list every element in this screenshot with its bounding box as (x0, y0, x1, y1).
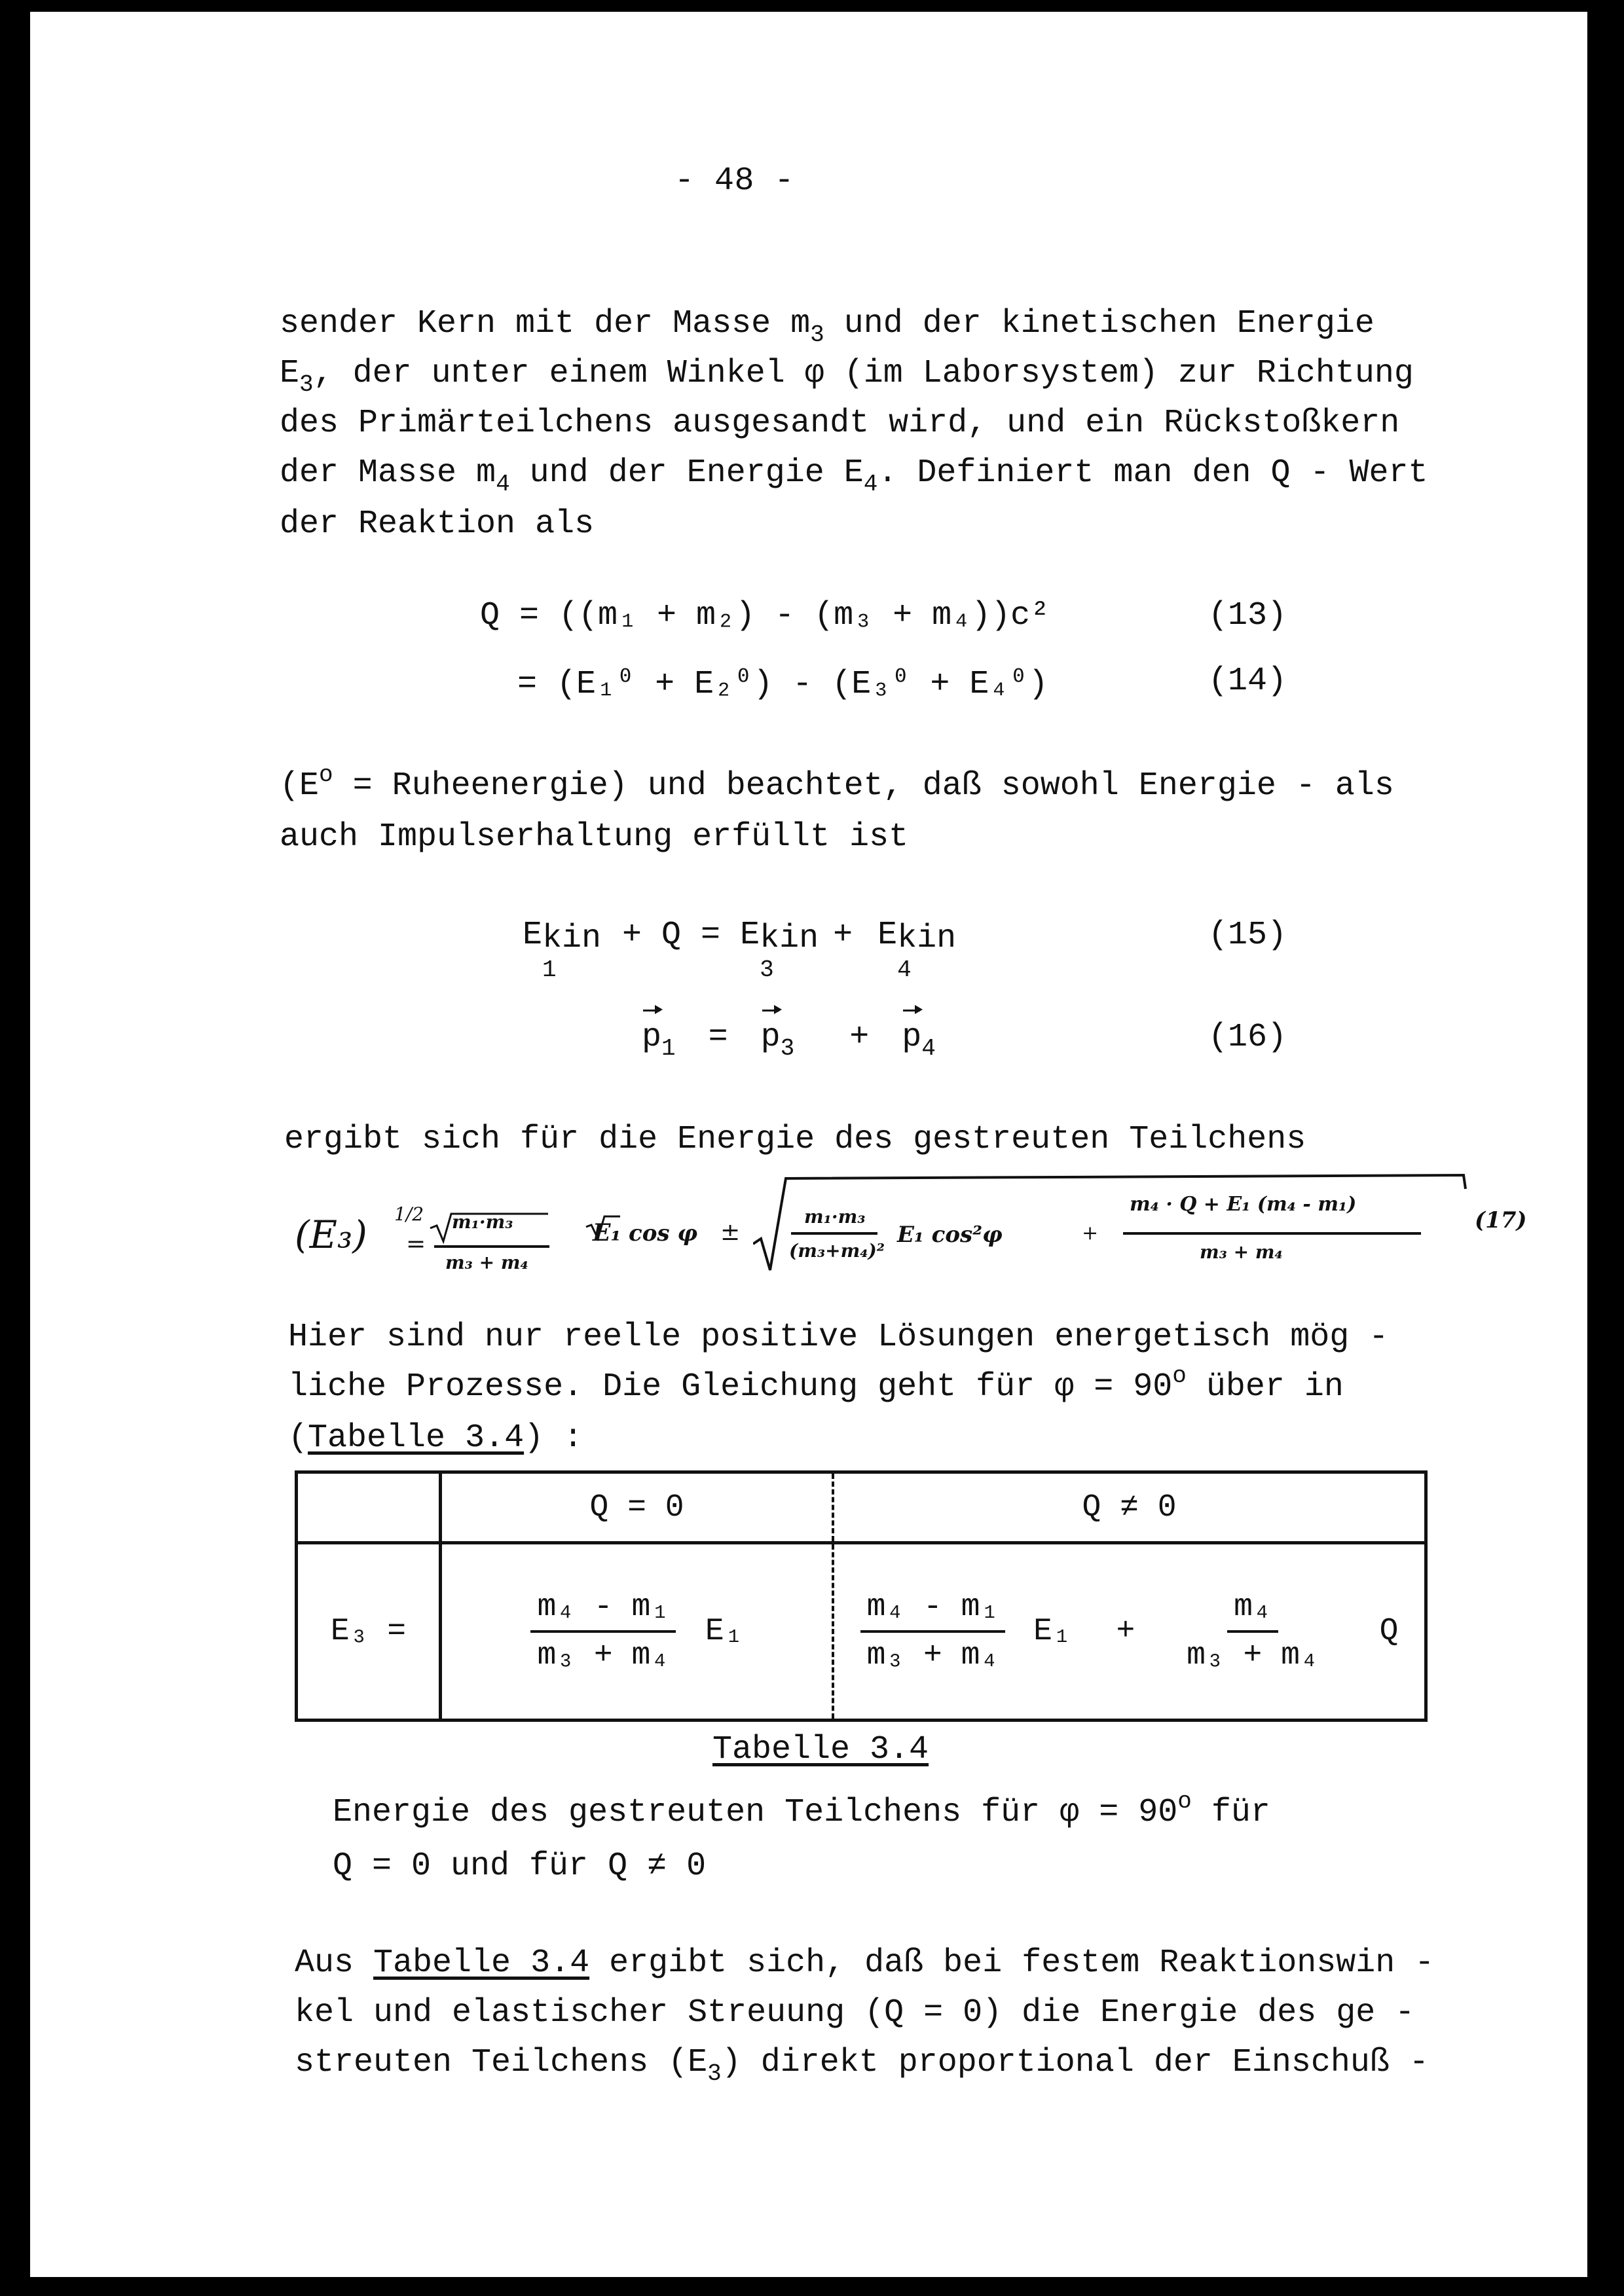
fraction: $\frac{\text{m₄ - m₁}}{\text{m₃ + m₄}}$ (530, 1590, 676, 1673)
table-caption-title: Tabelle 3.4 (712, 1731, 929, 1768)
table-header-q-zero: Q = 0 (441, 1472, 834, 1543)
equation-14: = (E₁⁰ + E₂⁰) - (E₃⁰ + E₄⁰) (517, 666, 1048, 703)
text-line: $E_3$, der unter einem Winkel φ (im Laborsystem) zur Richtung (280, 355, 1414, 398)
vector-p4: p (902, 1019, 922, 1056)
caption-line: Energie des gestreuten Teilchens für $\varphi = 90^o$ für (333, 1788, 1270, 1831)
eq17-lhs: (E₃) (295, 1212, 367, 1257)
eq17-sqrt-bottom: m₃ + m₄ (445, 1252, 528, 1273)
eq17-cos: cos φ (629, 1220, 698, 1247)
table-cell-q-nonzero: $\frac{\text{m₄ - m₁}}{\text{m₃ + m₄}}$ E₁ + $\frac{\text{m₄}}{\text{m₃ + m₄}}$ Q (833, 1543, 1426, 1721)
table-row-label: E₃ = (297, 1543, 441, 1721)
equation-15: E kin 1 + Q = E kin 3 + E kin 4 (523, 917, 957, 983)
equation-number: (14) (1208, 663, 1287, 700)
text-line: Aus Tabelle 3.4 ergibt sich, daß bei festem Reaktionswin - (295, 1944, 1435, 1982)
table-header-q-nonzero: Q ≠ 0 (833, 1472, 1426, 1543)
text-line: ($E^o$ = Ruheenergie) und beachtet, daß sowohl Energie - als (280, 761, 1394, 805)
text-line: Hier sind nur reelle positive Lösungen energetisch mög - (288, 1319, 1389, 1356)
equation-number: (15) (1208, 917, 1287, 954)
caption-line: Q = 0 und für Q ≠ 0 (333, 1848, 707, 1885)
eq17-sqrt-e1: E₁ (593, 1219, 621, 1247)
text-line: des Primärteilchens ausgesandt wird, und ein Rückstoßkern (280, 405, 1400, 442)
table-cell-q-zero: $\frac{\text{m₄ - m₁}}{\text{m₃ + m₄}}$ E₁ (441, 1543, 834, 1721)
eq17-term2-denominator: m₃ + m₄ (1200, 1241, 1283, 1263)
eq17-term2-numerator: m₄ · Q + E₁ (m₄ - m₁) (1130, 1193, 1357, 1216)
vector-p3: p (760, 1019, 781, 1056)
equation-number: (16) (1208, 1019, 1287, 1056)
page-number: - 48 - (674, 162, 795, 200)
text-line: auch Impulserhaltung erfüllt ist (280, 818, 909, 856)
text-line: kel und elastischer Streuung (Q = 0) die Energie des ge - (295, 1994, 1415, 2032)
eq17-exponent: 1/2 (394, 1203, 424, 1225)
eq17-term1-denominator: (m₃+m₄)² (789, 1240, 885, 1262)
text-line: ergibt sich für die Energie des gestreuten Teilchens (284, 1121, 1306, 1158)
fraction: $\frac{\text{m₄ - m₁}}{\text{m₃ + m₄}}$ (860, 1590, 1006, 1673)
table-corner-cell (297, 1472, 441, 1543)
eq17-term1-tail: E₁ cos²φ (897, 1222, 1003, 1248)
eq17-term1-numerator: m₁·m₃ (804, 1206, 866, 1228)
text-line: der Reaktion als (280, 505, 595, 543)
equation-13: Q = ((m₁ + m₂) - (m₃ + m₄))c² (480, 597, 1050, 634)
equation-number: (17) (1475, 1207, 1527, 1233)
text-line: der Masse $m_4$ und der Energie $E_4$. Definiert man den Q - Wert (280, 454, 1428, 498)
equation-16: $p_1 = p_3 + p_4$ (642, 1019, 936, 1062)
table-reference-link[interactable]: Tabelle 3.4 (308, 1419, 525, 1457)
fraction: $\frac{\text{m₄}}{\text{m₃ + m₄}}$ (1187, 1590, 1319, 1673)
text-line: liche Prozesse. Die Gleichung geht für $\varphi = 90^o$ über in (288, 1362, 1344, 1406)
table-3-4 (295, 1470, 1428, 1722)
table-reference-link[interactable]: Tabelle 3.4 (373, 1944, 590, 1982)
equation-number: (13) (1208, 597, 1287, 634)
eq17-plus-minus: ± (720, 1219, 741, 1246)
text-line: sender Kern mit der Masse $m_3$ und der kinetischen Energie (280, 305, 1375, 348)
text-line: (Tabelle 3.4) : (288, 1419, 583, 1457)
vector-p1: p (642, 1019, 662, 1056)
eq17-plus: + (1082, 1222, 1099, 1245)
eq17-equals: = (406, 1231, 426, 1258)
text-line: streuten Teilchens $(E_3)$ direkt proportional der Einschuß - (295, 2044, 1429, 2087)
eq17-sqrt-top: m₁·m₃ (452, 1211, 513, 1233)
